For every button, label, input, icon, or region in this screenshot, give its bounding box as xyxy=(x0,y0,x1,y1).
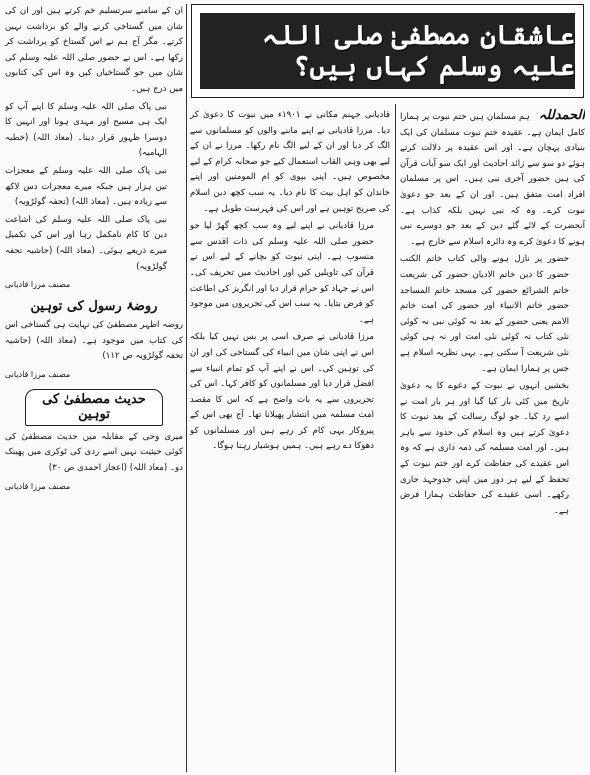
article-column-left xyxy=(5,4,183,770)
author-signature: مصنف مرزا قادیانی xyxy=(5,280,71,290)
section-title-rauza: روضۂ رسول کی توہین xyxy=(30,298,158,314)
paragraph: مرزا قادیانی نے اپنے لیے وہ سب کچھ گھڑ لیا جو حضور صلی اللہ علیہ وسلم کی ذات اقدس سے منسوب ہے۔ اپنی نبوت کو بچانے کے لیے اس نے قرآن کی تاویلیں کیں اور احادیث میں تحریف کی۔ اس نے جہاد کو حرام قرار دیا اور انگریز کی اطاعت کو فرض بتایا۔ یہ سب اس کی تحریروں میں موجود ہے۔ xyxy=(190,221,374,325)
section-title-hadith: حدیث مصطفیٰ کی توہین xyxy=(25,389,163,426)
column-divider-right xyxy=(395,104,396,772)
author-signature: مصنف مرزا قادیانی xyxy=(5,370,71,380)
paragraph: بخشیں انہوں نے نبوت کے دعوے کا یہ دعویٰ تاریخ میں کئی بار کیا گیا اور ہر بار امت نے اسے رد کیا۔ جو لوگ رسالت کے بعد نبوت کا دعویٰ کرتے ہیں وہ اسلام کی حدود سے باہر ہیں۔ اور امت مسلمہ کی ذمہ داری ہے کہ وہ اس عقیدے کی حفاظت کرے اور ختم نبوت کے تحفظ کے لیے ہر دور میں اپنی جدوجہد جاری رکھے۔ اسی عقیدے کی حفاظت ہمارا فرض ہے۔ xyxy=(400,381,569,516)
paragraph: ان کے سامنے سرتسلیم خم کرتے ہیں اور ان کی شان میں گستاخی کرنے والے کو برداشت نہیں کرتے۔ مگر آج ہم نے اس گستاخ کو برداشت کر رکھا ہے۔ اس نے حضور صلی اللہ علیہ وسلم کی شان میں جو گستاخیاں کیں وہ اس کی کتابوں میں درج ہیں۔ xyxy=(5,6,183,94)
hamd-heading: الحمدللہ xyxy=(538,108,585,123)
article-column-middle xyxy=(190,108,390,770)
quote-item: نبی پاک صلی اللہ علیہ وسلم کا اپنے آپ کو ایک ہی مسیح اور مہدی ہونا اور انہیں کا دوسرا ظہور قرار دینا۔ (معاذ اللہ) (خطبہ الہامیہ) xyxy=(5,101,167,159)
quote-item: نبی پاک صلی اللہ علیہ وسلم کے معجزات تین ہزار ہیں جبکہ میرے معجزات دس لاکھ سے زیادہ ہیں۔ (معاذ اللہ) (تحفہ گولڑویہ) xyxy=(5,165,167,208)
paragraph: میری وحی کے مقابلہ میں حدیث مصطفیٰ کی کوئی حیثیت نہیں اسے ردی کی ٹوکری میں پھینک دو۔ (معاذ اللہ) (اعجاز احمدی ص ۳۰) xyxy=(5,431,183,474)
paragraph: روضہ اطہر مصطفیٰ کی نہایت ہی گستاخی اس کی کتاب میں موجود ہے۔ (معاذ اللہ) (حاشیہ تحفہ گولڑویہ ص ۱۱۲) xyxy=(5,320,183,362)
column-divider-left xyxy=(186,4,187,772)
paragraph: مرزا قادیانی نے صرف اسی پر بس نہیں کیا بلکہ اس نے اپنی شان میں انبیاء کی گستاخی کی اور ان کی توہین کی۔ اس نے اپنے آپ کو تمام انبیاء سے افضل قرار دیا اور مسلمانوں کو کافر کہا۔ اس کی تحریروں سے یہ بات واضح ہے کہ اس کا مقصد امت مسلمہ میں انتشار پھیلانا تھا۔ آج بھی اس کے پیروکار یہی کام کر رہے ہیں اور مسلمانوں کو دھوکا دے رہے ہیں۔ ہمیں ہوشیار رہنا ہوگا۔ xyxy=(190,332,374,452)
article-column-right xyxy=(400,108,585,770)
quote-item: نبی پاک صلی اللہ علیہ وسلم کی اشاعت دین کا کام نامکمل رہا اور اس کی تکمیل میرے ذریعے ہوئی۔ (معاذ اللہ) (حاشیہ تحفہ گولڑویہ) xyxy=(5,214,167,272)
headline-text: عاشقانِ مصطفیٰ صلی اللہ علیہ وسلم کہاں ہیں؟ xyxy=(262,20,575,82)
author-signature: مصنف مرزا قادیانی xyxy=(5,481,71,491)
paragraph: قادیانی جہنم مکانی نے ۱۹۰۱ء میں نبوت کا دعویٰ کر دیا۔ مرزا قادیانی نے اپنے ماننے والوں کو مسلمانوں سے الگ کر دیا اور ان کے لیے الگ نام رکھا۔ مرزا نے ان کے لیے بھی وہی القاب استعمال کیے جو صحابہ کرام کے لیے مخصوص ہیں۔ اپنی بیوی کو ام المومنین اور اپنے خاندان کو اہل بیت کا نام دیا۔ یہ سب کچھ دین اسلام کی صریح توہین ہے اور اس کی فہرست طویل ہے۔ xyxy=(190,110,390,214)
headline-banner xyxy=(200,13,575,89)
paragraph: حضور پر نازل ہونے والی کتاب خاتم الکتب حضور کا دین خاتم الادیان حضور کی شریعت خاتم الشرائع حضور کی مسجد خاتم المساجد حضور خاتم الانبیاء اور حضور کی امت خاتم الامم یعنی حضور کے بعد نہ کوئی نبی نہ کوئی نئی کتاب نہ کوئی نئی امت اور نہ ہی کوئی نئی شریعت آ سکتی ہے۔ یہی نظریہ اسلام ہے جس پر ہمارا ایمان ہے۔ xyxy=(400,254,569,374)
headline-box xyxy=(191,4,584,98)
paragraph: ہم مسلمان ہیں ختم نبوت پر ہمارا کامل ایمان ہے۔ عقیدہ ختم نبوت مسلمان کی ایک بنیادی پہچان ہے۔ اور اس عقیدہ پر دلالت کرتے ہوئے دو سو سے زائد احادیث اور ایک سو آیات قرآن کی ہیں حضور آخری نبی ہیں۔ اس پر مسلمان افراد امت متفق ہیں۔ اور ان کے بعد جو دعویٰ نبوت کرے۔ وہ کہ نبی نہیں بلکہ کذاب ہے۔ آنحضرت کے لائے گئے دین کے بعد جو دوسرے نبی ہونے کا دعویٰ کرے وہ دائرہ اسلام سے خارج ہے۔ xyxy=(400,112,585,247)
